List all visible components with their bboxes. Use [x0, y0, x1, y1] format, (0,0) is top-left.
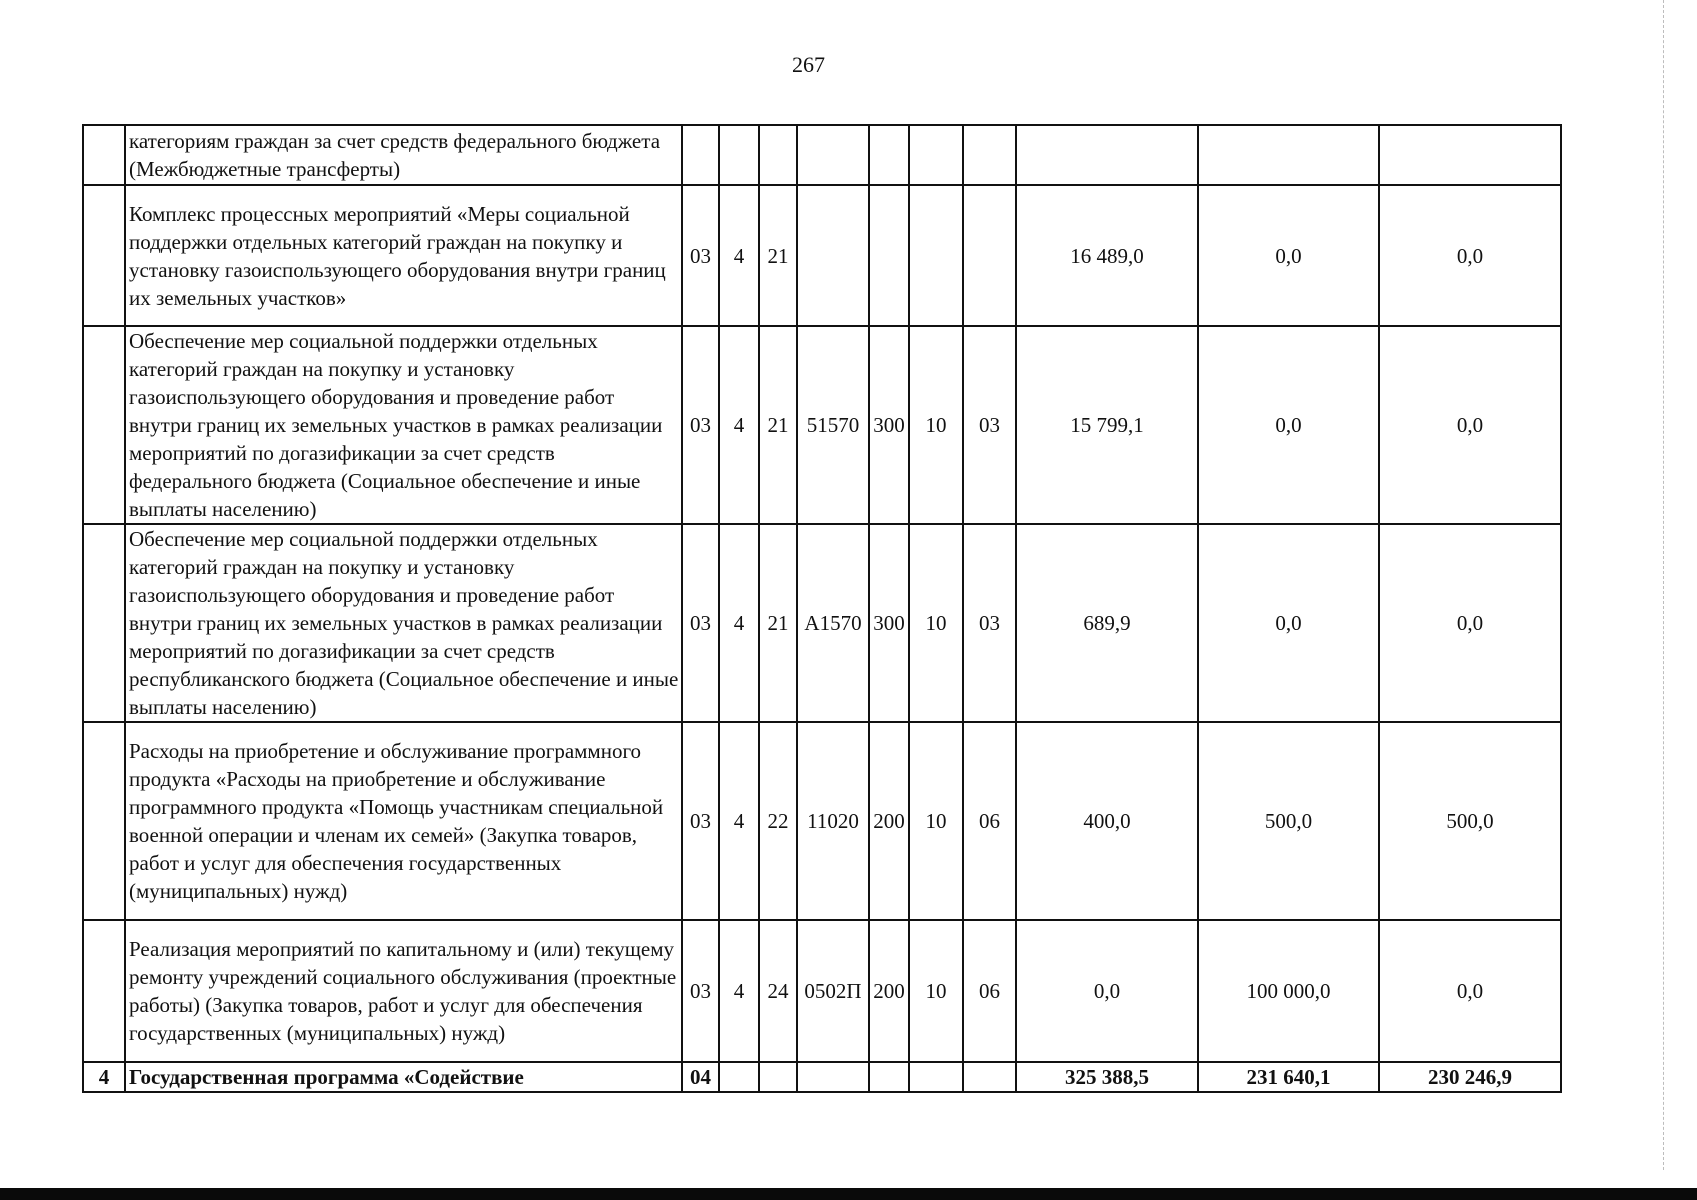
scan-edge-line [1663, 0, 1666, 1170]
code-cell: 03 [682, 722, 719, 920]
code-cell [963, 125, 1016, 185]
code-cell [909, 125, 963, 185]
row-number-cell [83, 125, 125, 185]
description-cell: Реализация мероприятий по капитальному и (или) текущему ремонту учреждений социального обслуживания (проектные работы) (Закупка товаров, работ и услуг для обеспечения государственных (муниципальных) нужд) [125, 920, 682, 1062]
code-cell: 10 [909, 326, 963, 524]
code-cell [759, 125, 797, 185]
code-cell: 22 [759, 722, 797, 920]
code-cell: 300 [869, 326, 909, 524]
code-cell: 04 [682, 1062, 719, 1092]
amount-cell: 15 799,1 [1016, 326, 1198, 524]
code-cell: 4 [719, 722, 759, 920]
code-cell: 06 [963, 722, 1016, 920]
row-number-cell [83, 326, 125, 524]
code-cell [797, 185, 869, 326]
amount-cell: 0,0 [1198, 326, 1379, 524]
amount-cell: 0,0 [1379, 524, 1561, 722]
code-cell [797, 125, 869, 185]
amount-cell: 0,0 [1379, 326, 1561, 524]
code-cell [682, 125, 719, 185]
code-cell: 03 [682, 326, 719, 524]
budget-table [82, 124, 1562, 1093]
description-cell: категориям граждан за счет средств федерального бюджета (Межбюджетные трансферты) [125, 125, 682, 185]
code-cell: 03 [682, 920, 719, 1062]
code-cell: 03 [963, 524, 1016, 722]
code-cell [759, 1062, 797, 1092]
code-cell [719, 1062, 759, 1092]
amount-cell: 325 388,5 [1016, 1062, 1198, 1092]
table-row [83, 524, 1561, 722]
code-cell: 300 [869, 524, 909, 722]
code-cell: 03 [682, 185, 719, 326]
amount-cell: 231 640,1 [1198, 1062, 1379, 1092]
code-cell: А1570 [797, 524, 869, 722]
row-number-cell: 4 [83, 1062, 125, 1092]
amount-cell: 0,0 [1379, 185, 1561, 326]
code-cell: 4 [719, 185, 759, 326]
amount-cell: 500,0 [1379, 722, 1561, 920]
code-cell: 51570 [797, 326, 869, 524]
code-cell: 06 [963, 920, 1016, 1062]
code-cell: 03 [963, 326, 1016, 524]
code-cell: 200 [869, 722, 909, 920]
code-cell: 21 [759, 185, 797, 326]
description-cell: Комплекс процессных мероприятий «Меры социальной поддержки отдельных категорий граждан на покупку и установку газоиспользующего оборудования внутри границ их земельных участков» [125, 185, 682, 326]
code-cell: 10 [909, 524, 963, 722]
amount-cell: 230 246,9 [1379, 1062, 1561, 1092]
code-cell [909, 185, 963, 326]
page-number: 267 [792, 52, 825, 77]
amount-cell [1379, 125, 1561, 185]
amount-cell: 689,9 [1016, 524, 1198, 722]
amount-cell: 0,0 [1198, 185, 1379, 326]
description-cell: Обеспечение мер социальной поддержки отдельных категорий граждан на покупку и установку газоиспользующего оборудования и проведение работ внутри границ их земельных участков в рамках реализации мероприятий по догазификации за счет средств республиканского бюджета (Социальное обеспечение и иные выплаты населению) [125, 524, 682, 722]
table-row [83, 125, 1561, 185]
amount-cell: 0,0 [1198, 524, 1379, 722]
row-number-cell [83, 920, 125, 1062]
code-cell: 03 [682, 524, 719, 722]
table-row [83, 920, 1561, 1062]
description-cell: Обеспечение мер социальной поддержки отдельных категорий граждан на покупку и установку газоиспользующего оборудования и проведение работ внутри границ их земельных участков в рамках реализации мероприятий по догазификации за счет средств федерального бюджета (Социальное обеспечение и иные выплаты населению) [125, 326, 682, 524]
row-number-cell [83, 524, 125, 722]
code-cell: 10 [909, 920, 963, 1062]
amount-cell: 16 489,0 [1016, 185, 1198, 326]
code-cell [719, 125, 759, 185]
amount-cell: 0,0 [1379, 920, 1561, 1062]
code-cell: 4 [719, 326, 759, 524]
row-number-cell [83, 185, 125, 326]
code-cell: 4 [719, 920, 759, 1062]
description-cell: Государственная программа «Содействие [125, 1062, 682, 1092]
code-cell: 0502П [797, 920, 869, 1062]
code-cell [963, 185, 1016, 326]
amount-cell [1016, 125, 1198, 185]
table-row-program-total [83, 1062, 1561, 1092]
amount-cell: 400,0 [1016, 722, 1198, 920]
amount-cell [1198, 125, 1379, 185]
amount-cell: 0,0 [1016, 920, 1198, 1062]
code-cell [869, 125, 909, 185]
code-cell [963, 1062, 1016, 1092]
amount-cell: 100 000,0 [1198, 920, 1379, 1062]
table-row [83, 722, 1561, 920]
amount-cell: 500,0 [1198, 722, 1379, 920]
code-cell: 10 [909, 722, 963, 920]
code-cell: 24 [759, 920, 797, 1062]
table-row [83, 326, 1561, 524]
description-cell: Расходы на приобретение и обслуживание программного продукта «Расходы на приобретение и обслуживание программного продукта «Помощь участникам специальной военной операции и членам их семей» (Закупка товаров, работ и услуг для обеспечения государственных (муниципальных) нужд) [125, 722, 682, 920]
code-cell: 11020 [797, 722, 869, 920]
code-cell: 4 [719, 524, 759, 722]
code-cell: 21 [759, 524, 797, 722]
code-cell [909, 1062, 963, 1092]
code-cell [869, 1062, 909, 1092]
code-cell: 200 [869, 920, 909, 1062]
table-row [83, 185, 1561, 326]
code-cell [797, 1062, 869, 1092]
code-cell [869, 185, 909, 326]
row-number-cell [83, 722, 125, 920]
code-cell: 21 [759, 326, 797, 524]
scan-bottom-band [0, 1188, 1697, 1200]
